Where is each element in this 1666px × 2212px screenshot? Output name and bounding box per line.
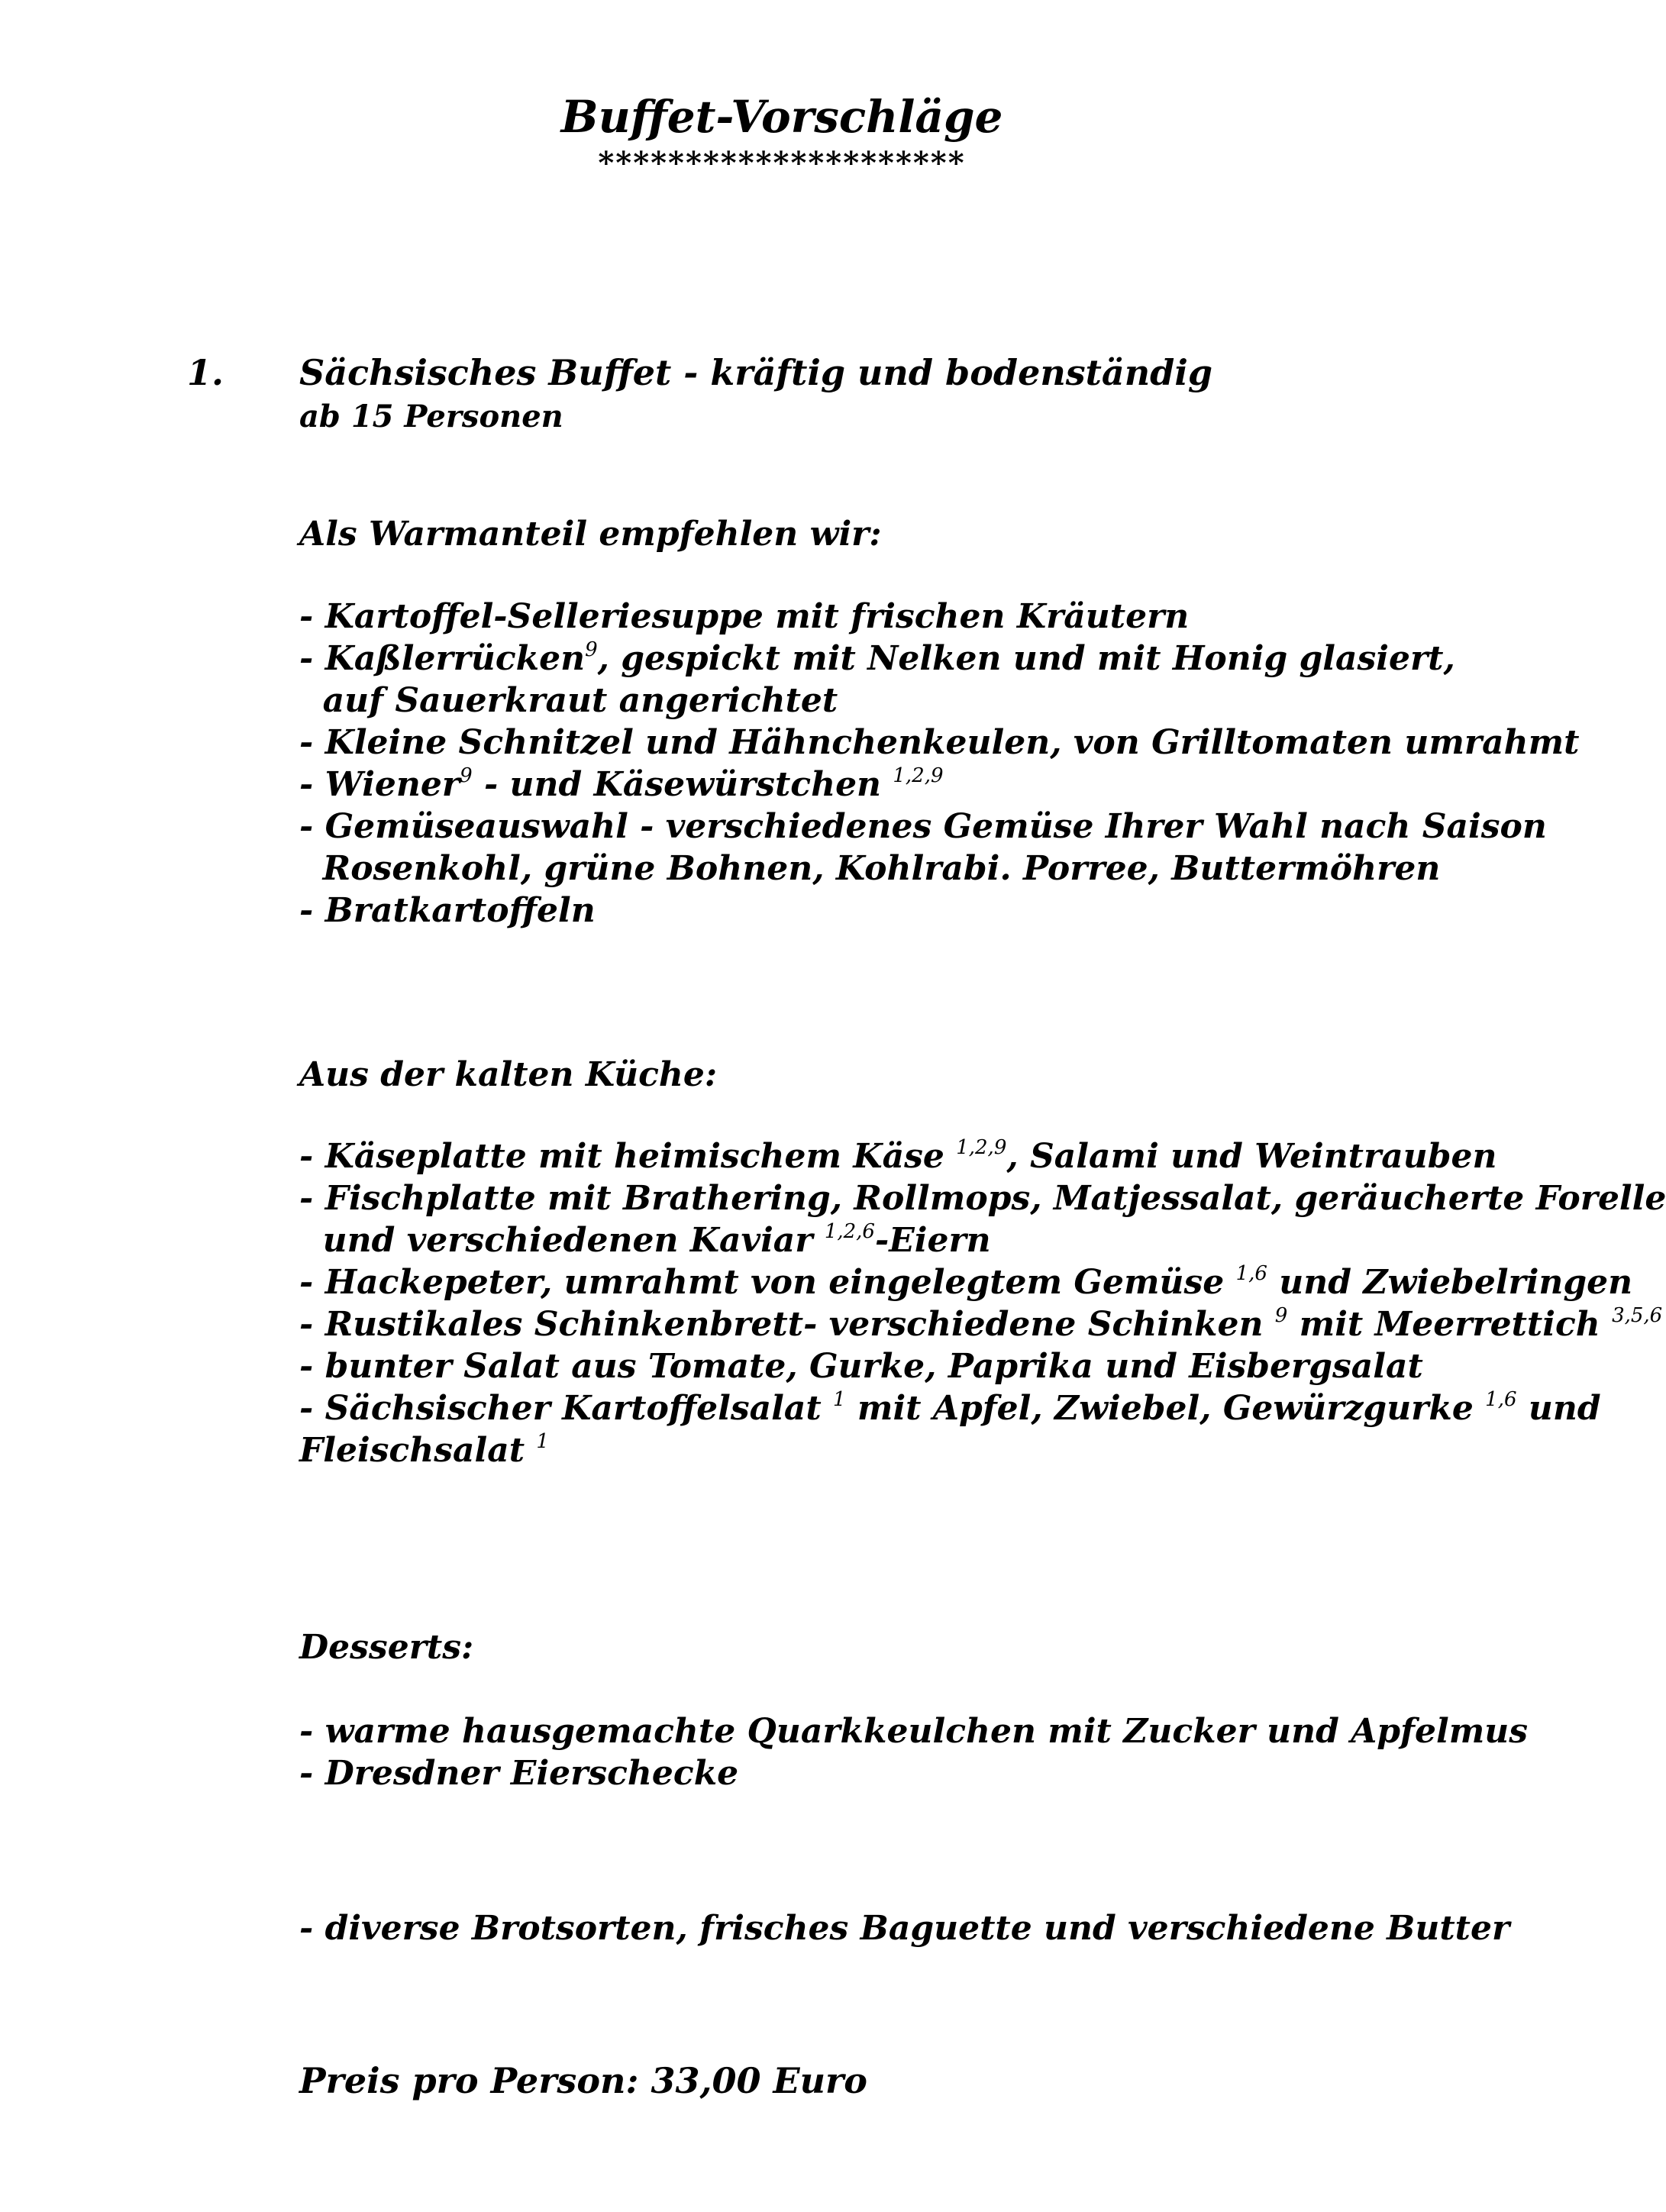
bread-item: - diverse Brotsorten, frisches Baguette und verschiedene Butter xyxy=(299,1909,1510,1948)
warm-item: - Kleine Schnitzel und Hähnchenkeulen, von Grilltomaten umrahmt xyxy=(299,723,1580,762)
allergen-note: 9 xyxy=(460,764,473,787)
price-per-person: Preis pro Person: 33,00 Euro xyxy=(299,2060,867,2101)
min-persons: ab 15 Personen xyxy=(299,399,563,434)
document-title: Buffet-Vorschläge xyxy=(560,91,1003,143)
warm-item: - Gemüseauswahl - verschiedenes Gemüse Ihrer Wahl nach Saison xyxy=(299,807,1547,846)
cold-heading: Aus der kalten Küche: xyxy=(299,1055,718,1094)
cold-item: - Fischplatte mit Brathering, Rollmops, Matjessalat, geräucherte Forelle xyxy=(299,1179,1666,1218)
warm-item: - Kartoffel-Selleriesuppe mit frischen Kräutern xyxy=(299,597,1190,636)
warm-item: auf Sauerkraut angerichtet xyxy=(299,681,838,720)
warm-item: - Bratkartoffeln xyxy=(299,891,596,930)
allergen-note: 3,5,6 xyxy=(1612,1304,1663,1327)
cold-item: - Hackepeter, umrahmt von eingelegtem Gemüse $^{1,6}$ und Zwiebelringen xyxy=(299,1262,1633,1302)
cold-item: - Sächsischer Kartoffelsalat $^1$ mit Apfel, Zwiebel, Gewürzgurke $^{1,6}$ und xyxy=(299,1388,1601,1428)
title-underline-stars: ********************* xyxy=(598,145,966,181)
dessert-item: - warme hausgemachte Quarkkeulchen mit Zucker und Apfelmus xyxy=(299,1712,1529,1751)
allergen-note: 1,2,6 xyxy=(824,1220,875,1243)
buffet-name: Sächsisches Buffet - kräftig und bodenständig xyxy=(299,352,1212,393)
section-number: 1. xyxy=(187,352,224,393)
allergen-note: 1,6 xyxy=(1485,1388,1517,1411)
allergen-note: 9 xyxy=(585,638,598,661)
dessert-item: - Dresdner Eierschecke xyxy=(299,1754,739,1793)
allergen-note: 1,6 xyxy=(1235,1262,1267,1285)
warm-item: - Kaßlerrücken$^9$, gespickt mit Nelken und mit Honig glasiert, xyxy=(299,638,1455,678)
allergen-note: 1 xyxy=(536,1430,549,1453)
cold-item: und verschiedenen Kaviar $^{1,2,6}$-Eiern xyxy=(299,1220,991,1260)
allergen-note: 1,2,9 xyxy=(893,764,944,787)
cold-item: - bunter Salat aus Tomate, Gurke, Paprika und Eisbergsalat xyxy=(299,1347,1423,1386)
cold-item: Fleischsalat $^1$ xyxy=(299,1430,549,1470)
allergen-note: 9 xyxy=(1274,1304,1288,1327)
cold-item: - Rustikales Schinkenbrett- verschiedene Schinken $^9$ mit Meerrettich $^{3,5,6}$ xyxy=(299,1304,1663,1344)
warm-item: - Wiener$^9$ - und Käsewürstchen $^{1,2,9}$ xyxy=(299,764,944,804)
allergen-note: 1 xyxy=(833,1388,846,1411)
cold-item: - Käseplatte mit heimischem Käse $^{1,2,9}$, Salami und Weintrauben xyxy=(299,1136,1497,1176)
desserts-heading: Desserts: xyxy=(299,1628,474,1667)
warm-heading: Als Warmanteil empfehlen wir: xyxy=(299,515,882,554)
allergen-note: 1,2,9 xyxy=(956,1136,1007,1159)
warm-item: Rosenkohl, grüne Bohnen, Kohlrabi. Porree, Buttermöhren xyxy=(299,849,1441,888)
